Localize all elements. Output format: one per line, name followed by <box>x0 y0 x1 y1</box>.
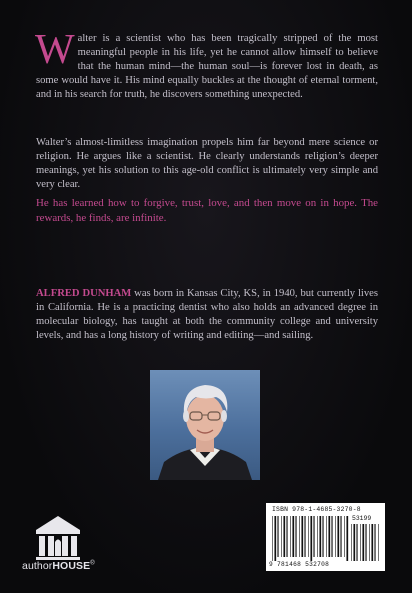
blurb-paragraph-2: Walter’s almost-limitless imagination propels him far beyond mere science or religion. He argues like a scientist. He clearly understands religion’s deeper meanings, yet his solution to this age-old conflict is ultimately very simple and very clear. <box>36 137 378 190</box>
registered-mark: ® <box>90 560 95 567</box>
barcode-supplement-bars <box>351 524 381 561</box>
blurb-paragraph-1-text: alter is a scientist who has been tragically stripped of the most meaningful people in his life, yet he cannot allow himself to believe that the human mind—the human soul—is forever lost in death, as some would have it. His mind equally buckles at the thought of eternal torment, and in his search for truth, he discovers something unexpected. <box>36 33 378 100</box>
publisher-prefix: author <box>22 560 53 572</box>
author-bio-text: was born in Kansas City, KS, in 1940, but currently lives in California. He is a practicing dentist who also holds an advanced degree in molecular biology, has taught at both the community college and university levels, and has a long history of writing and editing—and sailing. <box>36 288 378 341</box>
barcode-ean-digits: 9 781468 532708 <box>269 561 330 568</box>
isbn-barcode <box>266 503 385 571</box>
author-bio <box>36 287 378 343</box>
author-photo <box>150 370 260 480</box>
barcode-supplement-number: 53199 <box>352 515 372 522</box>
drop-cap: W <box>35 27 75 73</box>
isbn-label: ISBN 978-1-4685-3270-8 <box>272 506 361 513</box>
publisher-suffix: HOUSE <box>52 560 91 572</box>
blurb-paragraph-1 <box>35 27 378 102</box>
publisher-wordmark <box>22 560 95 572</box>
barcode-bars <box>272 516 350 561</box>
blurb-paragraph-3: He has learned how to forgive, trust, love, and then move on in hope. The rewards, he finds, are infinite. <box>36 197 378 224</box>
author-name: ALFRED DUNHAM <box>36 288 132 299</box>
